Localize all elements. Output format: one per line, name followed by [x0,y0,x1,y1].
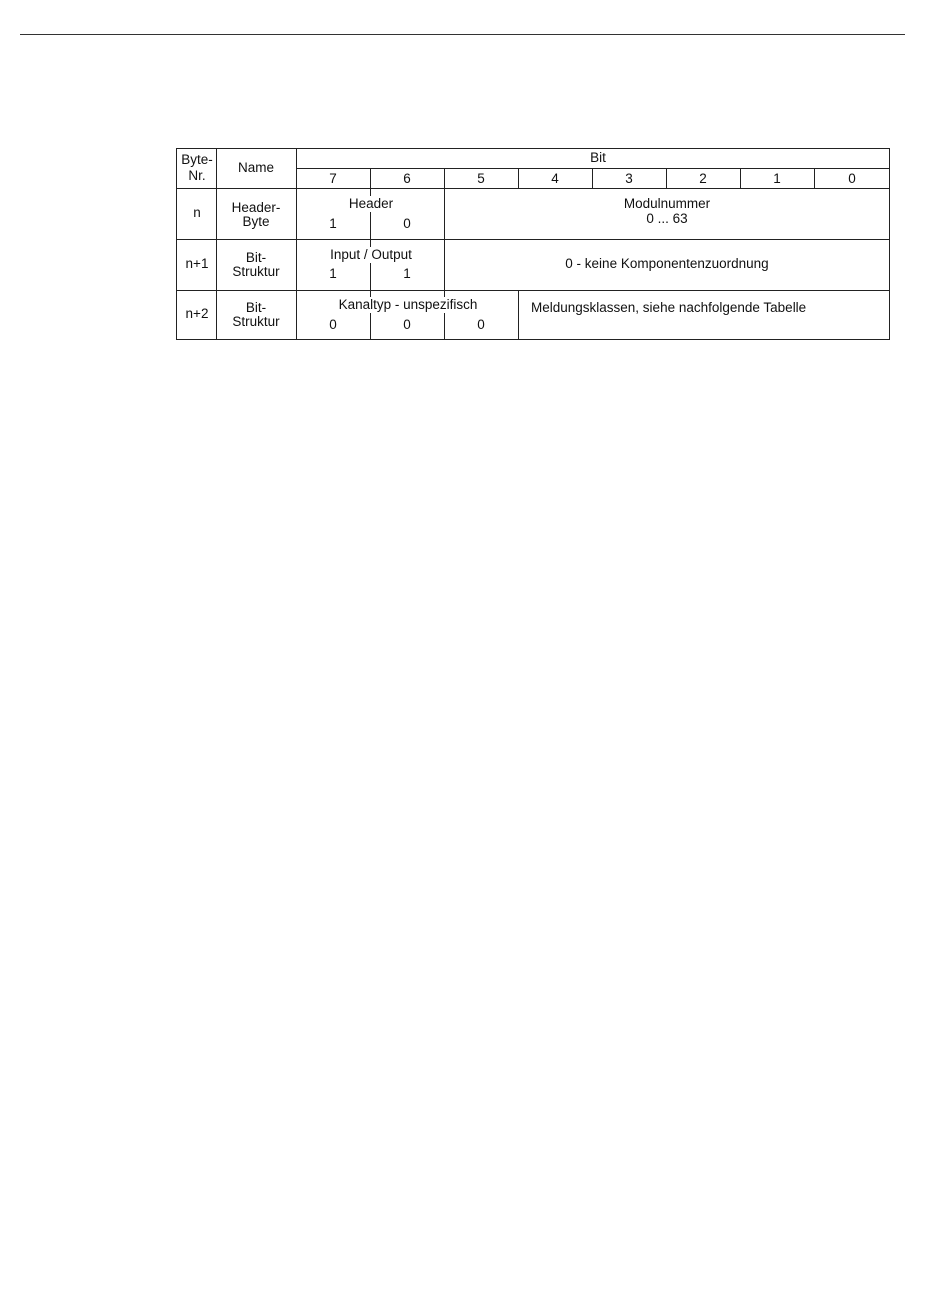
row-divider-n1 [177,290,890,291]
row-n2-name-line1: Bit- [245,300,267,315]
row-n1-name-line2: Struktur [232,264,280,279]
row-n2-bit6-value: 0 [403,317,411,332]
row-divider-n [177,239,890,240]
row-n2-name-line2: Struktur [232,314,280,329]
row-n1-name-line1: Bit- [245,250,267,265]
header-bit-0: 0 [848,171,856,186]
col-divider-name [296,149,297,339]
col-divider-bit6 [444,168,445,339]
row-n2-group-label: Kanaltyp - unspezifisch [338,297,478,312]
row-n1-byte: n+1 [185,256,209,271]
row-n2-bit7-value: 0 [329,317,337,332]
header-name: Name [237,160,275,175]
header-bit-6: 6 [403,171,411,186]
header-bit-1: 1 [773,171,781,186]
header-bit-3: 3 [625,171,633,186]
col-divider-bit5-row3 [518,290,519,339]
row-n-name-line2: Byte [242,214,270,229]
header-bit-7: 7 [329,171,337,186]
byte-structure-table [176,148,890,340]
header-bit: Bit [590,150,606,165]
row-n1-bit7-value: 1 [329,266,337,281]
row-divider-bit-title [296,168,890,169]
col-divider-bit4 [592,168,593,188]
row-n-value-range: 0 ... 63 [646,211,688,226]
col-divider-bit5 [518,168,519,188]
col-divider-bit3 [666,168,667,188]
col-divider-bit2 [740,168,741,188]
row-n-group-label: Header [348,196,394,211]
row-n-bit6-value: 0 [403,216,411,231]
row-n2-bit5-value: 0 [477,317,485,332]
row-n1-group-label: Input / Output [330,247,412,262]
header-bit-4: 4 [551,171,559,186]
row-n1-bit6-value: 1 [403,266,411,281]
row-divider-header [177,188,890,189]
col-divider-bit1 [814,168,815,188]
header-byte-nr-line2: Nr. [188,168,206,183]
header-byte-nr-line1: Byte- [181,152,213,167]
row-n2-byte: n+2 [185,306,209,321]
row-n-name-line1: Header- [231,200,281,215]
header-bit-5: 5 [477,171,485,186]
row-n-value-label: Modulnummer [623,196,711,211]
col-divider-byte [216,149,217,339]
page-top-rule [20,34,905,35]
row-n-byte: n [193,205,201,220]
header-bit-2: 2 [699,171,707,186]
row-n1-value-text: 0 - keine Komponentenzuordnung [565,256,769,271]
row-n2-value-text: Meldungsklassen, siehe nachfolgende Tabelle [531,300,807,315]
row-n-bit7-value: 1 [329,216,337,231]
